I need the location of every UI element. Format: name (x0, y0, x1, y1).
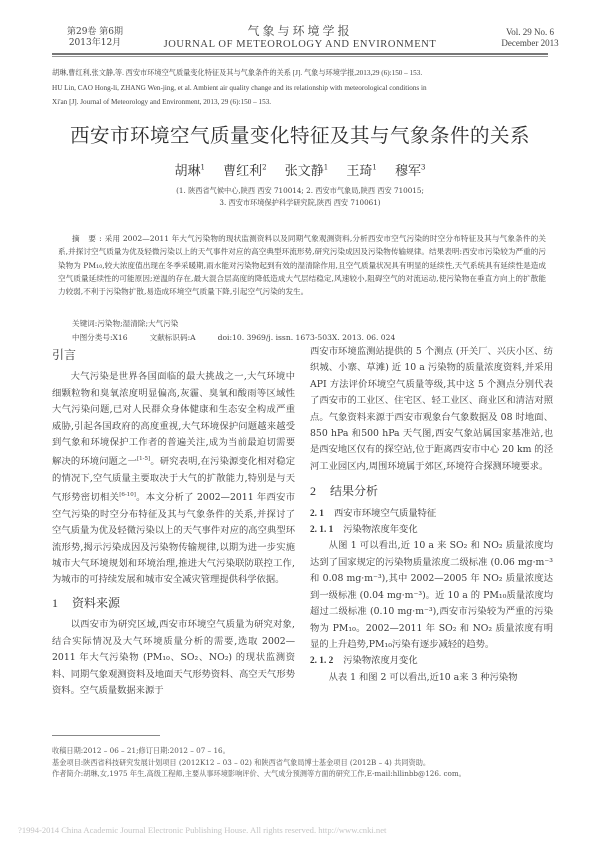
section-title: 污染物浓度月变化 (343, 655, 418, 667)
section-number: 2. 1 (310, 508, 324, 519)
section-title: 资料来源 (72, 595, 121, 610)
section-number: 2 (310, 484, 316, 499)
author: 胡琳$^1$ (174, 163, 205, 179)
copyright-notice: ?1994-2014 China Academic Journal Electronic Publishing House. All rights reserved. http://www.cnki.net (18, 825, 387, 835)
author: 张文静$^1$ (284, 163, 329, 179)
header-rule-thick (52, 53, 548, 55)
citation-cn: 胡琳,曹红利,张文静,等. 西安市环境空气质量变化特征及其与气象条件的关系 [J]. 气象与环境学报,2013,29 (6):150 – 153. (52, 69, 423, 77)
journal-name-en: JOURNAL OF METEOROLOGY AND ENVIRONMENT (163, 39, 437, 50)
subsection-heading-2-1-1 (310, 522, 553, 538)
section-number: 1 (52, 595, 58, 610)
reference-marker[interactable]: [1-5] (137, 456, 151, 463)
section-number: 2. 1. 1 (310, 525, 334, 536)
annual-variation-paragraph: 从图 1 可以看出,近 10 a 来 SO₂ 和 NO₂ 质量浓度均达到了国家规定的污染物质量浓度二级标准 (0.06 mg·m⁻³ 和 0.08 mg·m⁻³),其中 2002—2005 年 NO₂ 质量浓度达到一级标准 (0.04 mg·m⁻³)。近 10 a 的 PM₁₀质量浓度均超过二级标准 (0.10 mg·m⁻³),西安市污染较为严重的污染物为 PM₁₀。2002—2011 年 SO₂ 和 NO₂ 质量浓度有明显的上升趋势,PM₁₀污染有逐步减轻的趋势。 (310, 540, 553, 650)
abstract-label: 摘 要: (72, 234, 105, 243)
document-code: 文献标识码:A (149, 333, 196, 342)
affiliation-line: 3. 西安市环境保护科学研究院,陕西 西安 710061) (219, 198, 381, 207)
section-heading-1 (52, 595, 295, 611)
affiliation-line: (1. 陕西省气候中心,陕西 西安 710014; 2. 西安市气象局,陕西 西安 710015; (176, 186, 424, 195)
affiliations (0, 185, 600, 209)
footnote-author-bio: 作者简介:胡琳,女,1975 年生,高级工程师,主要从事环境影响评价、大气成分预测等方面的研究工作,E-mail:hllinbb@126. com。 (52, 769, 466, 778)
intro-paragraph: 大气污染是世界各国面临的最大挑战之一,大气环境中细颗粒物和臭氧浓度明显偏高,灰霾、臭氧和酸雨等区域性大气污染问题,已对人民群众身体健康和生态安全构成严重威胁,引起各国政府的高度重视,大气环境保护问题越来越受到气象和环境保护工作者的普遍关注,成为当前最迫切需要解决的环境问题之一[1-5]。研究表明,在污染源变化相对稳定的情况下,空气质量主要取决于大气的扩散能力,特别是与天气形势密切相关[6-10]。本文分析了 2002—2011 年西安市空气污染的时空分布特征及其与气象条件的关系,并探讨了空气质量为优及轻微污染以上的天气事件对应的高空典型环流形势,揭示污染成因及污染物传输规律,以期为进一步实施城市大气环境规划和环境治理,推进大气污染联防联控工作,为城市的可持续发展和城市安全减灾管理提供科学依据。 (52, 371, 295, 586)
header-issue-info-en (495, 27, 565, 49)
author: 王琦$^1$ (346, 163, 377, 179)
footnote-rule (52, 735, 160, 736)
abstract-text: 采用 2002—2011 年大气污染物的现状监测资料以及同期气象观测资料,分析西安市空气污染的时空分布特征及其与气象条件的关系,并探讨空气质量为优及轻微污染以上的天气事件对应的高空典型环流形势,研究污染成因及污染物传输规律。结果表明:西安市污染较为严重的污染物为 PM₁₀,较大浓度值出现在冬季采暖期,雨水能对污染物起到有效的湿清除作用,且空气质量状况具有明显的延续性,天气系统具有延续性是造成空气质量延续性的可能原因;逆温的存在,最大混合层高度的降低造成大气层结稳定,风速较小,阻碍空气的对流运动,使污染物在垂直方向上的扩散能力较弱,不利于污染物扩散,易造成环境空气质量下降,引起空气污染的发生。 (58, 234, 546, 297)
citation-en-line2: Xi'an [J]. Journal of Meteorology and Environment, 2013, 29 (6):150 – 153. (52, 98, 272, 106)
journal-masthead (150, 24, 450, 52)
header-issue-info (55, 27, 135, 49)
footnote-funding: 基金项目:陕西省科技研究发展计划项目 (2012K12 – 03 – 02) 和陕西省气象局博士基金项目 (2012B – 4) 共同资助。 (52, 757, 431, 767)
subsection-heading-2-1 (310, 506, 553, 522)
left-column (52, 347, 295, 699)
section-heading-2 (310, 483, 553, 499)
header-rule-thin (52, 56, 548, 57)
header-date-en: December 2013 (501, 38, 559, 48)
header-date: 2013年12月 (68, 38, 122, 48)
keywords: 关键词:污染物;湿清除;大气污染 (72, 319, 179, 328)
subsection-heading-2-1-2 (310, 653, 553, 669)
author-list (0, 160, 600, 179)
reference-marker[interactable]: [6-10] (119, 492, 136, 499)
classification-line (72, 332, 552, 343)
data-source-paragraph: 以西安市为研究区域,西安市环境空气质量为研究对象,结合实际情况及大气环境质量分析的需要,选取 2002—2011 年大气污染物 (PM₁₀、SO₂、NO₂) 的现状监测资料、同期气象观测资料及地面天气形势资料、高空天气形势资料。空气质量数据来源于 (52, 619, 295, 696)
header-volume: 第29卷 第6期 (66, 27, 124, 37)
author: 穆军$^3$ (395, 163, 426, 179)
footnote-received-date: 收稿日期:2012 – 06 – 21;修订日期:2012 – 07 – 16。 (52, 746, 230, 755)
section-title: 污染物浓度年变化 (343, 524, 418, 536)
paper-title: 西安市环境空气质量变化特征及其与气象条件的关系 (69, 124, 530, 147)
doi[interactable]: doi:10. 3969/j. issn. 1673-503X. 2013. 06. 024 (217, 333, 396, 342)
section-title: 结果分析 (330, 484, 379, 499)
clc-number: 中图分类号:X16 (72, 333, 128, 342)
section-number: 2. 1. 2 (310, 656, 334, 667)
right-column (310, 344, 553, 686)
journal-name-cn: 气象与环境学报 (247, 24, 353, 38)
author: 曹红利$^2$ (223, 163, 267, 179)
section-title: 西安市环境空气质量特征 (333, 507, 437, 519)
citation-block (52, 66, 552, 110)
data-source-paragraph-cont: 西安市环境监测站提供的 5 个测点 (开关厂、兴庆小区、纺织城、小寨、草滩) 近 10 a 污染物的质量浓度资料,并采用 API 方法评价环境空气质量等级,其中这 5 个测点分别代表了西安市的工业区、住宅区、轻工业区、商业区和清洁对照点。气象资料来源于西安市观象台气象数据及 08 时地面、850 hPa 和500 hPa 天气图,西安气象站属国家基准站,也是西安地区仅有的探空站,位于距离西安市中心 20 km 的泾河工业园区内,周围环境属于郊区,环境符合探测环境要求。 (310, 346, 553, 472)
citation-en-line1: HU Lin, CAO Hong-li, ZHANG Wen-jing, et al. Ambient air quality change and its relationship with meteorological conditions in (52, 83, 427, 92)
header-volume-en: Vol. 29 No. 6 (505, 27, 555, 37)
abstract (58, 232, 546, 298)
footnotes (52, 745, 552, 780)
section-heading-intro: 引言 (52, 348, 77, 362)
monthly-variation-paragraph: 从表 1 和图 2 可以看出,近10 a来 3 种污染物 (328, 671, 518, 683)
